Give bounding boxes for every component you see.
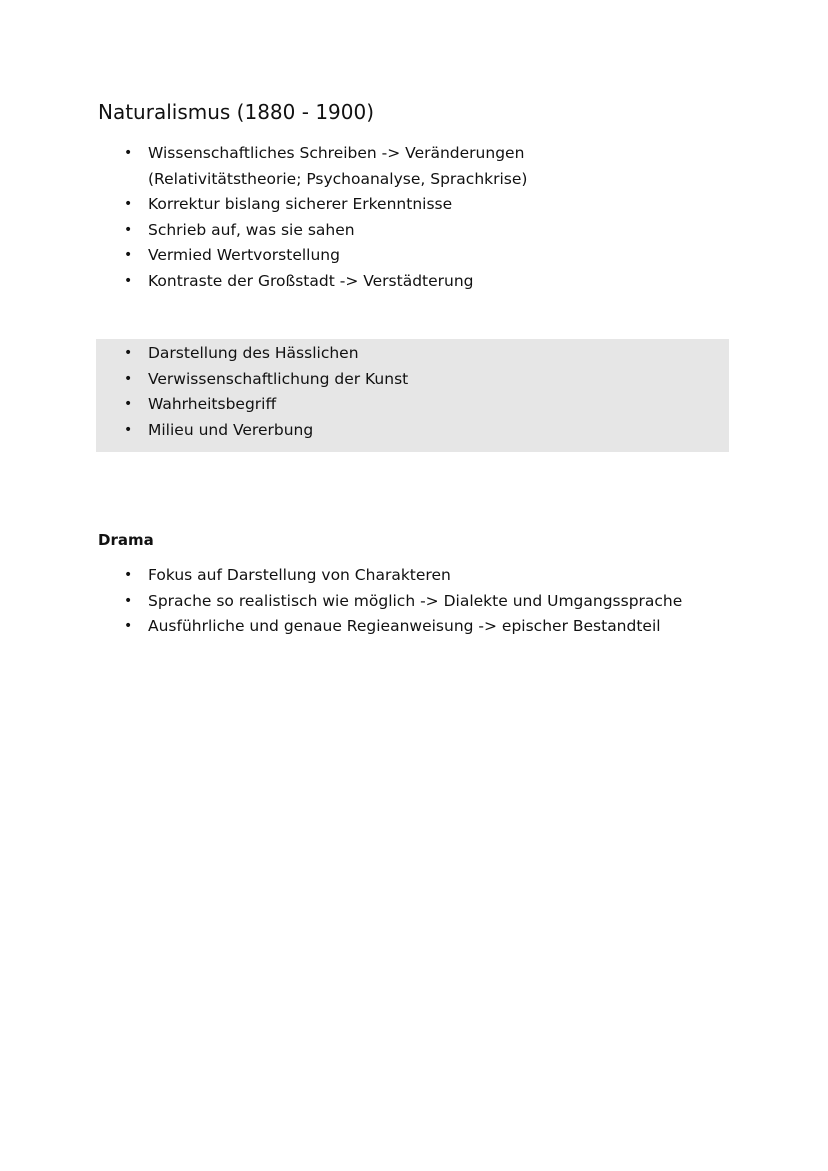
bullet-icon: • (124, 247, 133, 263)
bullet-icon: • (124, 145, 133, 161)
bullet-icon: • (124, 421, 133, 438)
list-item-text: Fokus auf Darstellung von Charakteren (148, 566, 451, 584)
highlighted-block (96, 339, 729, 452)
list-item (97, 563, 682, 589)
list-item (97, 341, 408, 367)
list-item-text: Korrektur bislang sicherer Erkenntnisse (148, 195, 453, 213)
list-item-text: Milieu und Vererbung (148, 420, 314, 439)
list-item (97, 218, 678, 244)
list-item (97, 418, 408, 444)
bullet-icon: • (124, 221, 133, 238)
list-item-text: Vermied Wertvorstellung (148, 246, 340, 264)
bullet-icon: • (124, 567, 133, 583)
list-item-text: Wissenschaftliches Schreiben -> Veränderungen (Relativitätstheorie; Psychoanalyse, Sprachkrise) (148, 144, 528, 188)
bullet-icon: • (124, 345, 133, 361)
bullet-icon: • (124, 196, 133, 212)
bullet-icon: • (124, 592, 133, 609)
list-item-text: Schrieb auf, was sie sahen (148, 220, 355, 239)
list-item-text: Sprache so realistisch wie möglich -> Dialekte und Umgangssprache (148, 591, 683, 610)
list-item (97, 589, 682, 615)
list-item-text: Kontraste der Großstadt -> Verstädterung (148, 271, 474, 290)
bullet-icon: • (124, 618, 133, 634)
bullet-icon: • (124, 272, 133, 289)
characteristics-list (97, 141, 678, 294)
page-title: Naturalismus (1880 - 1900) (98, 100, 375, 124)
bullet-icon: • (124, 370, 133, 387)
list-item (97, 614, 682, 640)
key-concepts-list (97, 341, 408, 443)
list-item-text: Darstellung des Hässlichen (148, 344, 359, 362)
list-item-text: Verwissenschaftlichung der Kunst (148, 369, 409, 388)
list-item (97, 192, 678, 218)
list-item (97, 269, 678, 295)
list-item (97, 367, 408, 393)
drama-list (97, 563, 682, 640)
drama-heading: Drama (98, 531, 154, 549)
list-item (97, 392, 408, 418)
bullet-icon: • (124, 396, 133, 412)
list-item-text: Wahrheitsbegriff (148, 395, 277, 413)
list-item-text: Ausführliche und genaue Regieanweisung -> epischer Bestandteil (148, 617, 661, 635)
list-item (97, 243, 678, 269)
list-item (97, 141, 678, 192)
